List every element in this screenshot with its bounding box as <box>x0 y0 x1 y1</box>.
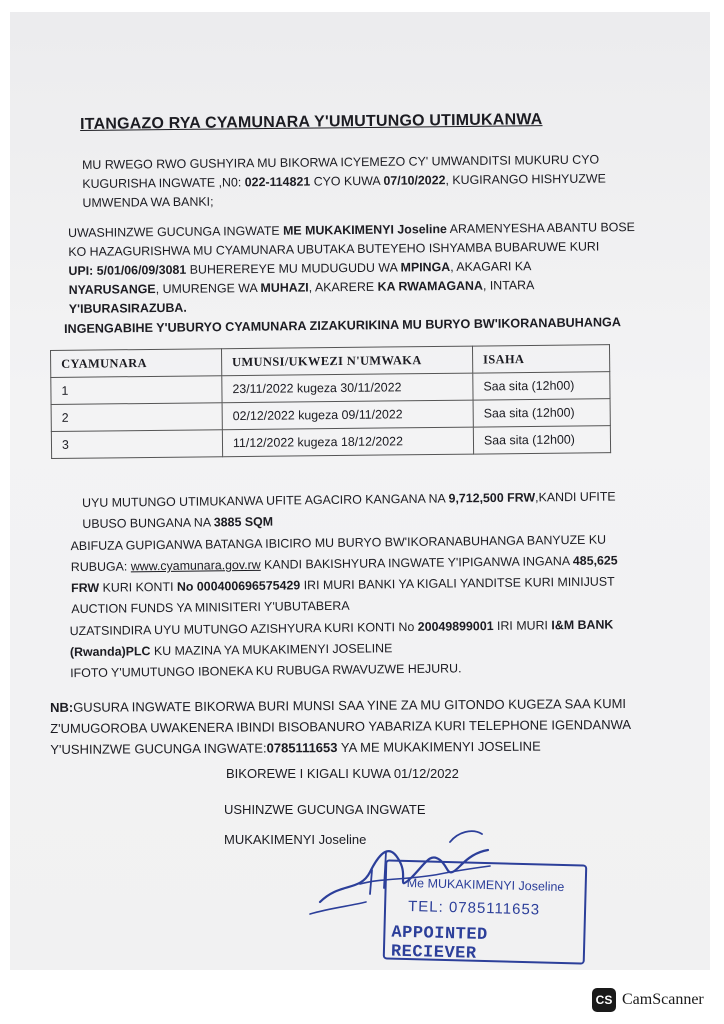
details-text: ,KANDI UFITE <box>535 489 616 505</box>
intro-line-1: MU RWEGO RWO GUSHYIRA MU BIKORWA ICYEMEZO CY' UMWANDITSI MUKURU CYO <box>82 152 600 172</box>
note-text: Y'USHINZWE GUCUNGA INGWATE: <box>50 740 267 757</box>
village-name: MPINGA <box>400 260 451 275</box>
column-header: ISAHA <box>472 345 609 373</box>
details-text: UYU MUTUNGO UTIMUKANWA UFITE AGACIRO KANGANA NA <box>82 491 449 510</box>
auction-dates: 02/12/2022 kugeza 09/11/2022 <box>222 400 473 430</box>
bank-name: I&M BANK <box>551 617 614 633</box>
details-text: UZATSINDIRA UYU MUTUNGO AZISHYURA KURI KONTI No <box>69 619 418 639</box>
receiver-name: ME MUKAKIMENYI Joseline <box>282 222 447 238</box>
deposit-account-number: No 000400696575429 <box>176 578 301 594</box>
intro-line-3: UMWENDA WA BANKI; <box>82 194 214 210</box>
schedule-table <box>50 344 611 459</box>
details-text: IRI MURI <box>493 618 552 633</box>
details-text: KU MAZINA YA MUKAKIMENYI JOSELINE <box>150 641 393 659</box>
phone-number: 0785111653 <box>266 739 338 756</box>
province-name: Y'IBURASIRAZUBA. <box>68 300 187 316</box>
intro-text: CYO KUWA <box>310 173 384 189</box>
details-text: RUBUGA: <box>70 559 131 575</box>
signatory-name: MUKAKIMENYI Joseline <box>224 832 367 847</box>
details-line-9: IFOTO Y'UMUTUNGO IBONEKA KU RUBUGA RWAVUZWE HEJURU. <box>70 661 462 681</box>
auction-number: 2 <box>51 403 222 432</box>
column-header: UMUNSI/UKWEZI N'UMWAKA <box>221 346 472 376</box>
currency: FRW <box>71 580 100 596</box>
auction-dates: 11/12/2022 kugeza 18/12/2022 <box>222 427 473 457</box>
receiver-line-2: KO HAZAGURISHWA MU CYAMUNARA UBUTAKA BUTEYEHO ISHYAMBA BUBARUWE KURI <box>68 239 600 259</box>
property-area: 3885 SQM <box>213 514 274 530</box>
auction-time: Saa sita (12h00) <box>473 399 610 427</box>
stamp-label: APPOINTED RECIEVER <box>390 923 488 964</box>
note-label: NB: <box>50 699 74 715</box>
schedule-caption: INGENGABIHE Y'UBURYO CYAMUNARA ZIZAKURIKINA MU BURYO BW'IKORANABUHANGA <box>64 315 621 336</box>
note-line-2: Z'UMUGOROBA UWAKENERA IBINDI BISOBANURO YABARIZA KURI TELEPHONE IGENDANWA <box>50 716 632 736</box>
sector-name: MUHAZI <box>260 280 309 295</box>
signatory-role: USHINZWE GUCUNGA INGWATE <box>224 802 426 817</box>
intro-text: , KUGIRANGO HISHYUZWE <box>445 171 606 188</box>
district-name: KA RWAMAGANA <box>377 278 483 294</box>
auction-number: 1 <box>51 376 222 405</box>
ruling-number: 022-114821 <box>244 174 311 190</box>
details-line-3: ABIFUZA GUPIGANWA BATANGA IBICIRO MU BURYO BW'IKORANABUHANGA BANYUZE KU <box>70 532 607 554</box>
note-text: YA ME MUKAKIMENYI JOSELINE <box>337 738 541 755</box>
cell-name: NYARUSANGE <box>68 282 156 297</box>
receiver-text: UWASHINZWE GUCUNGA INGWATE <box>68 223 284 240</box>
stamp-phone: TEL: 0785111653 <box>407 897 541 919</box>
receiver-text: BUHEREREYE MU MUDUGUDU WA <box>186 260 401 277</box>
camscanner-logo-icon: CS <box>592 988 616 1012</box>
details-text: KANDI BAKISHYURA INGWATE Y'IPIGANWA INGANA <box>260 554 573 572</box>
auction-website-link[interactable]: www.cyamunara.gov.rw <box>130 557 261 574</box>
column-header: CYAMUNARA <box>51 349 222 378</box>
place-date: BIKOREWE I KIGALI KUWA 01/12/2022 <box>226 766 459 781</box>
receiver-text: ARAMENYESHA ABANTU BOSE <box>446 220 635 237</box>
upi-number: UPI: 5/01/06/09/3081 <box>68 262 187 278</box>
details-text: UBUSO BUNGANA NA <box>82 515 214 531</box>
auction-time: Saa sita (12h00) <box>473 426 610 454</box>
page-title: ITANGAZO RYA CYAMUNARA Y'UMUTUNGO UTIMUKANWA <box>80 111 543 133</box>
stamp-name: Me MUKAKIMENYI Joseline <box>406 875 565 895</box>
camscanner-watermark <box>592 988 704 1012</box>
ruling-date: 07/10/2022 <box>383 173 446 188</box>
camscanner-label: CamScanner <box>622 991 704 1008</box>
auction-time: Saa sita (12h00) <box>473 372 610 400</box>
receiver-text: , UMURENGE WA <box>155 280 261 297</box>
table-row <box>51 426 610 459</box>
intro-text: KUGURISHA INGWATE ,N0: <box>82 175 245 191</box>
auction-number: 3 <box>51 430 222 459</box>
property-value: 9,712,500 FRW <box>448 490 536 506</box>
details-text: KURI KONTI <box>99 579 177 595</box>
payment-account-number: 20049899001 <box>417 618 494 634</box>
receiver-text: , AKARERE <box>308 279 378 295</box>
note-text: GUSURA INGWATE BIKORWA BURI MUNSI SAA YINE ZA MU GITONDO KUGEZA SAA KUMI <box>73 695 627 715</box>
receiver-text: , AKAGARI KA <box>450 259 532 275</box>
details-text: IRI MURI BANKI YA KIGALI YANDITSE KURI MINIJUST <box>300 574 615 593</box>
deposit-amount: 485,625 <box>572 553 618 569</box>
details-line-2 <box>82 515 273 531</box>
details-line-6: AUCTION FUNDS YA MINISITERI Y'UBUTABERA <box>71 598 350 617</box>
bank-name: (Rwanda)PLC <box>69 644 151 660</box>
handwritten-signature <box>300 822 500 922</box>
auction-dates: 23/11/2022 kugeza 30/11/2022 <box>222 373 473 403</box>
receiver-text: , INTARA <box>482 278 535 293</box>
